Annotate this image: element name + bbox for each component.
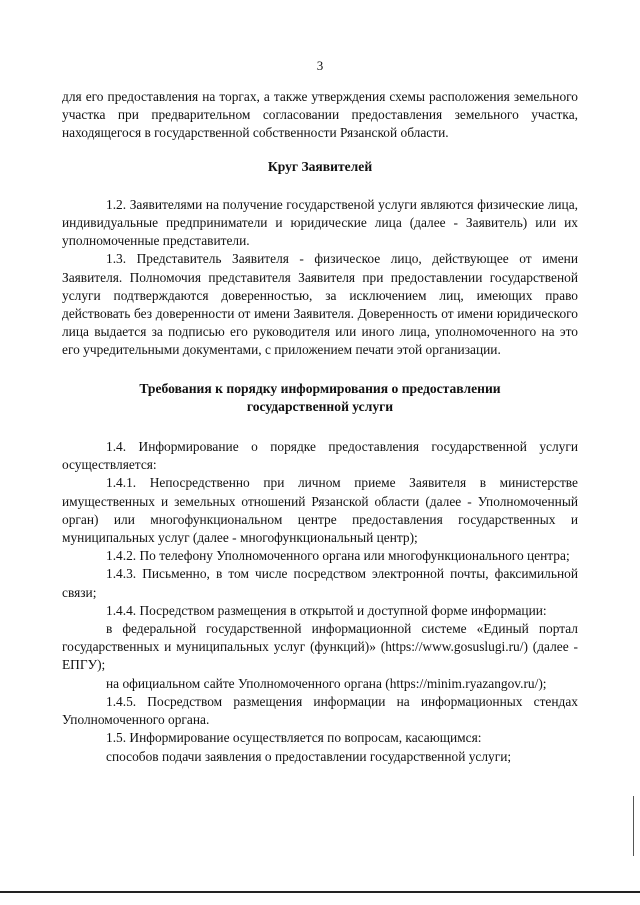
- paragraph-1-4: 1.4. Информирование о порядке предоставления государственной услуги осуществляется:: [62, 439, 578, 473]
- page-number: 3: [316, 58, 324, 73]
- paragraph-1-4-2: 1.4.2. По телефону Уполномоченного органа или многофункционального центра;: [106, 548, 570, 564]
- paragraph-1-4-4: 1.4.4. Посредством размещения в открытой и доступной форме информации:: [106, 602, 547, 618]
- paragraph-1-4-3: 1.4.3. Письменно, в том числе посредством электронной почты, факсимильной связи;: [62, 566, 578, 600]
- section-heading-line-1: Требования к порядку информирования о предоставлении: [139, 380, 501, 396]
- intro-paragraph: для его предоставления на торгах, а также утверждения схемы расположения земельного участка при предварительном согласовании предоставления земельного участка, находящегося в государственной собственности Рязанской области.: [62, 89, 578, 141]
- section-heading-applicants: Круг Заявителей: [267, 158, 373, 174]
- section-heading-informing: [62, 380, 578, 416]
- paragraph-1-4-1: 1.4.1. Непосредственно при личном приеме Заявителя в министерстве имущественных и земельных отношений Рязанской области (далее - Уполномоченный орган) или многофункциональном центре предоставления государственных и муниципальных услуг (далее - многофункциональный центр);: [62, 475, 578, 546]
- paragraph-1-2: 1.2. Заявителями на получение государственой услуги являются физические лица, индивидуальные предприниматели и юридические лица (далее - Заявитель) или их уполномоченные представители.: [62, 196, 578, 249]
- paragraph-methods: способов подачи заявления о предоставлении государственной услуги;: [106, 748, 512, 764]
- paragraph-official-site: на официальном сайте Уполномоченного органа (https://minim.ryazangov.ru/);: [106, 675, 547, 691]
- paragraph-1-5: 1.5. Информирование осуществляется по вопросам, касающимся:: [106, 730, 482, 746]
- paragraph-1-3: 1.3. Представитель Заявителя - физическое лицо, действующее от имени Заявителя. Полномочия представителя Заявителя при предоставлении государственой услуги подтверждаются доверенностью, за исключением лиц, имеющих право действовать без доверенности от имени Заявителя. Доверенность от имени юридического лица выдается за подписью его руководителя или иного лица, уполномоченного на это его учредительными документами, с приложением печати этой организации.: [62, 251, 578, 358]
- section-heading-line-2: государственной услуги: [246, 398, 394, 414]
- scan-bottom-border: [0, 891, 640, 893]
- paragraph-epgu: в федеральной государственной информационной системе «Единый портал государственных и муниципальных услуг (функций)» (https://www.gosuslugi.ru/) (далее - ЕПГУ);: [62, 621, 578, 673]
- page-content: [62, 88, 578, 766]
- scan-edge-mark: [633, 796, 634, 856]
- paragraph-1-4-5: 1.4.5. Посредством размещения информации на информационных стендах Уполномоченного органа.: [62, 693, 578, 728]
